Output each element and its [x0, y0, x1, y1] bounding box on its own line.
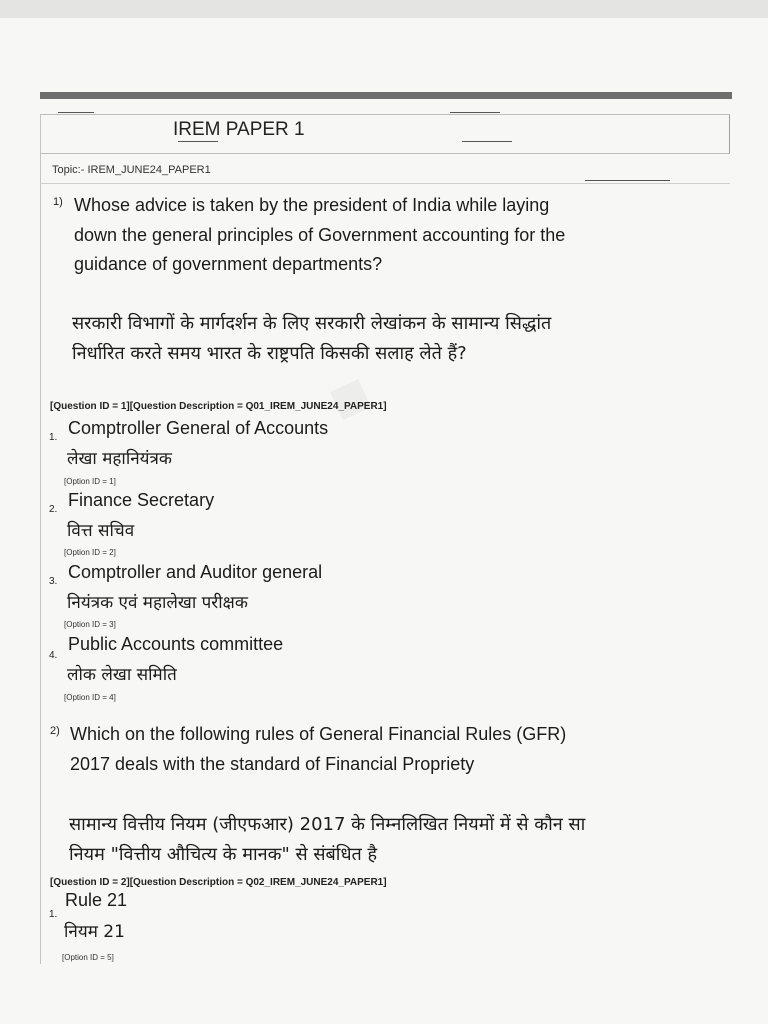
option-text-hindi: नियंत्रक एवं महालेखा परीक्षक [67, 593, 248, 613]
option-text: Comptroller General of Accounts [68, 418, 329, 438]
option-number: 1. [49, 432, 58, 443]
option-id: [Option ID = 1] [64, 477, 116, 486]
page-frame-left [40, 114, 41, 964]
question-number: 2) [50, 725, 60, 737]
option-number: 4. [49, 650, 58, 661]
rule-mark [450, 112, 500, 113]
rule-mark [178, 141, 218, 142]
option-id: [Option ID = 5] [62, 953, 114, 962]
rule-mark [462, 141, 512, 142]
option-id: [Option ID = 4] [64, 693, 116, 702]
option-text: Public Accounts committee [68, 634, 284, 654]
topic-label: Topic:- IREM_JUNE24_PAPER1 [52, 164, 211, 176]
watermark: ■ [316, 356, 383, 438]
paper-title: IREM PAPER 1 [173, 119, 305, 140]
option-number: 2. [49, 504, 58, 515]
scan-top-strip [0, 0, 768, 18]
header-bar [40, 92, 732, 99]
option-id: [Option ID = 2] [64, 548, 116, 557]
option-text: Rule 21 [65, 890, 128, 910]
rule-mark [585, 180, 670, 181]
question-meta: [Question ID = 2][Question Description = Q02_IREM_JUNE24_PAPER1] [50, 877, 387, 888]
option-text-hindi: वित्त सचिव [67, 521, 135, 541]
option-number: 1. [49, 909, 58, 920]
question-text: Whose advice is taken by the president of India while laying down the general principles of Government accounting for the guidance of government departments? [74, 195, 566, 274]
question-meta: [Question ID = 1][Question Description = Q01_IREM_JUNE24_PAPER1] [50, 401, 387, 412]
paper-header [40, 114, 730, 154]
option-text: Finance Secretary [68, 490, 215, 510]
question-text-hindi: सामान्य वित्तीय नियम (जीएफआर) 2017 के निम्नलिखित नियमों में से कौन सा नियम "वित्तीय औचित्य के मानक" से संबंधित है [69, 814, 586, 865]
option-text: Comptroller and Auditor general [68, 562, 323, 582]
question-text: Which on the following rules of General Financial Rules (GFR) 2017 deals with the standard of Financial Propriety [70, 724, 567, 774]
option-text-hindi: नियम 21 [64, 922, 125, 942]
option-text-hindi: लोक लेखा समिति [67, 665, 177, 685]
option-number: 3. [49, 576, 58, 587]
option-id: [Option ID = 3] [64, 620, 116, 629]
rule-mark [58, 112, 94, 113]
option-text-hindi: लेखा महानियंत्रक [67, 449, 172, 469]
question-text-hindi: सरकारी विभागों के मार्गदर्शन के लिए सरकारी लेखांकन के सामान्य सिद्धांत निर्धारित करते समय भारत के राष्ट्रपति किसकी सलाह लेते हैं? [72, 313, 552, 364]
question-number: 1) [53, 196, 63, 208]
